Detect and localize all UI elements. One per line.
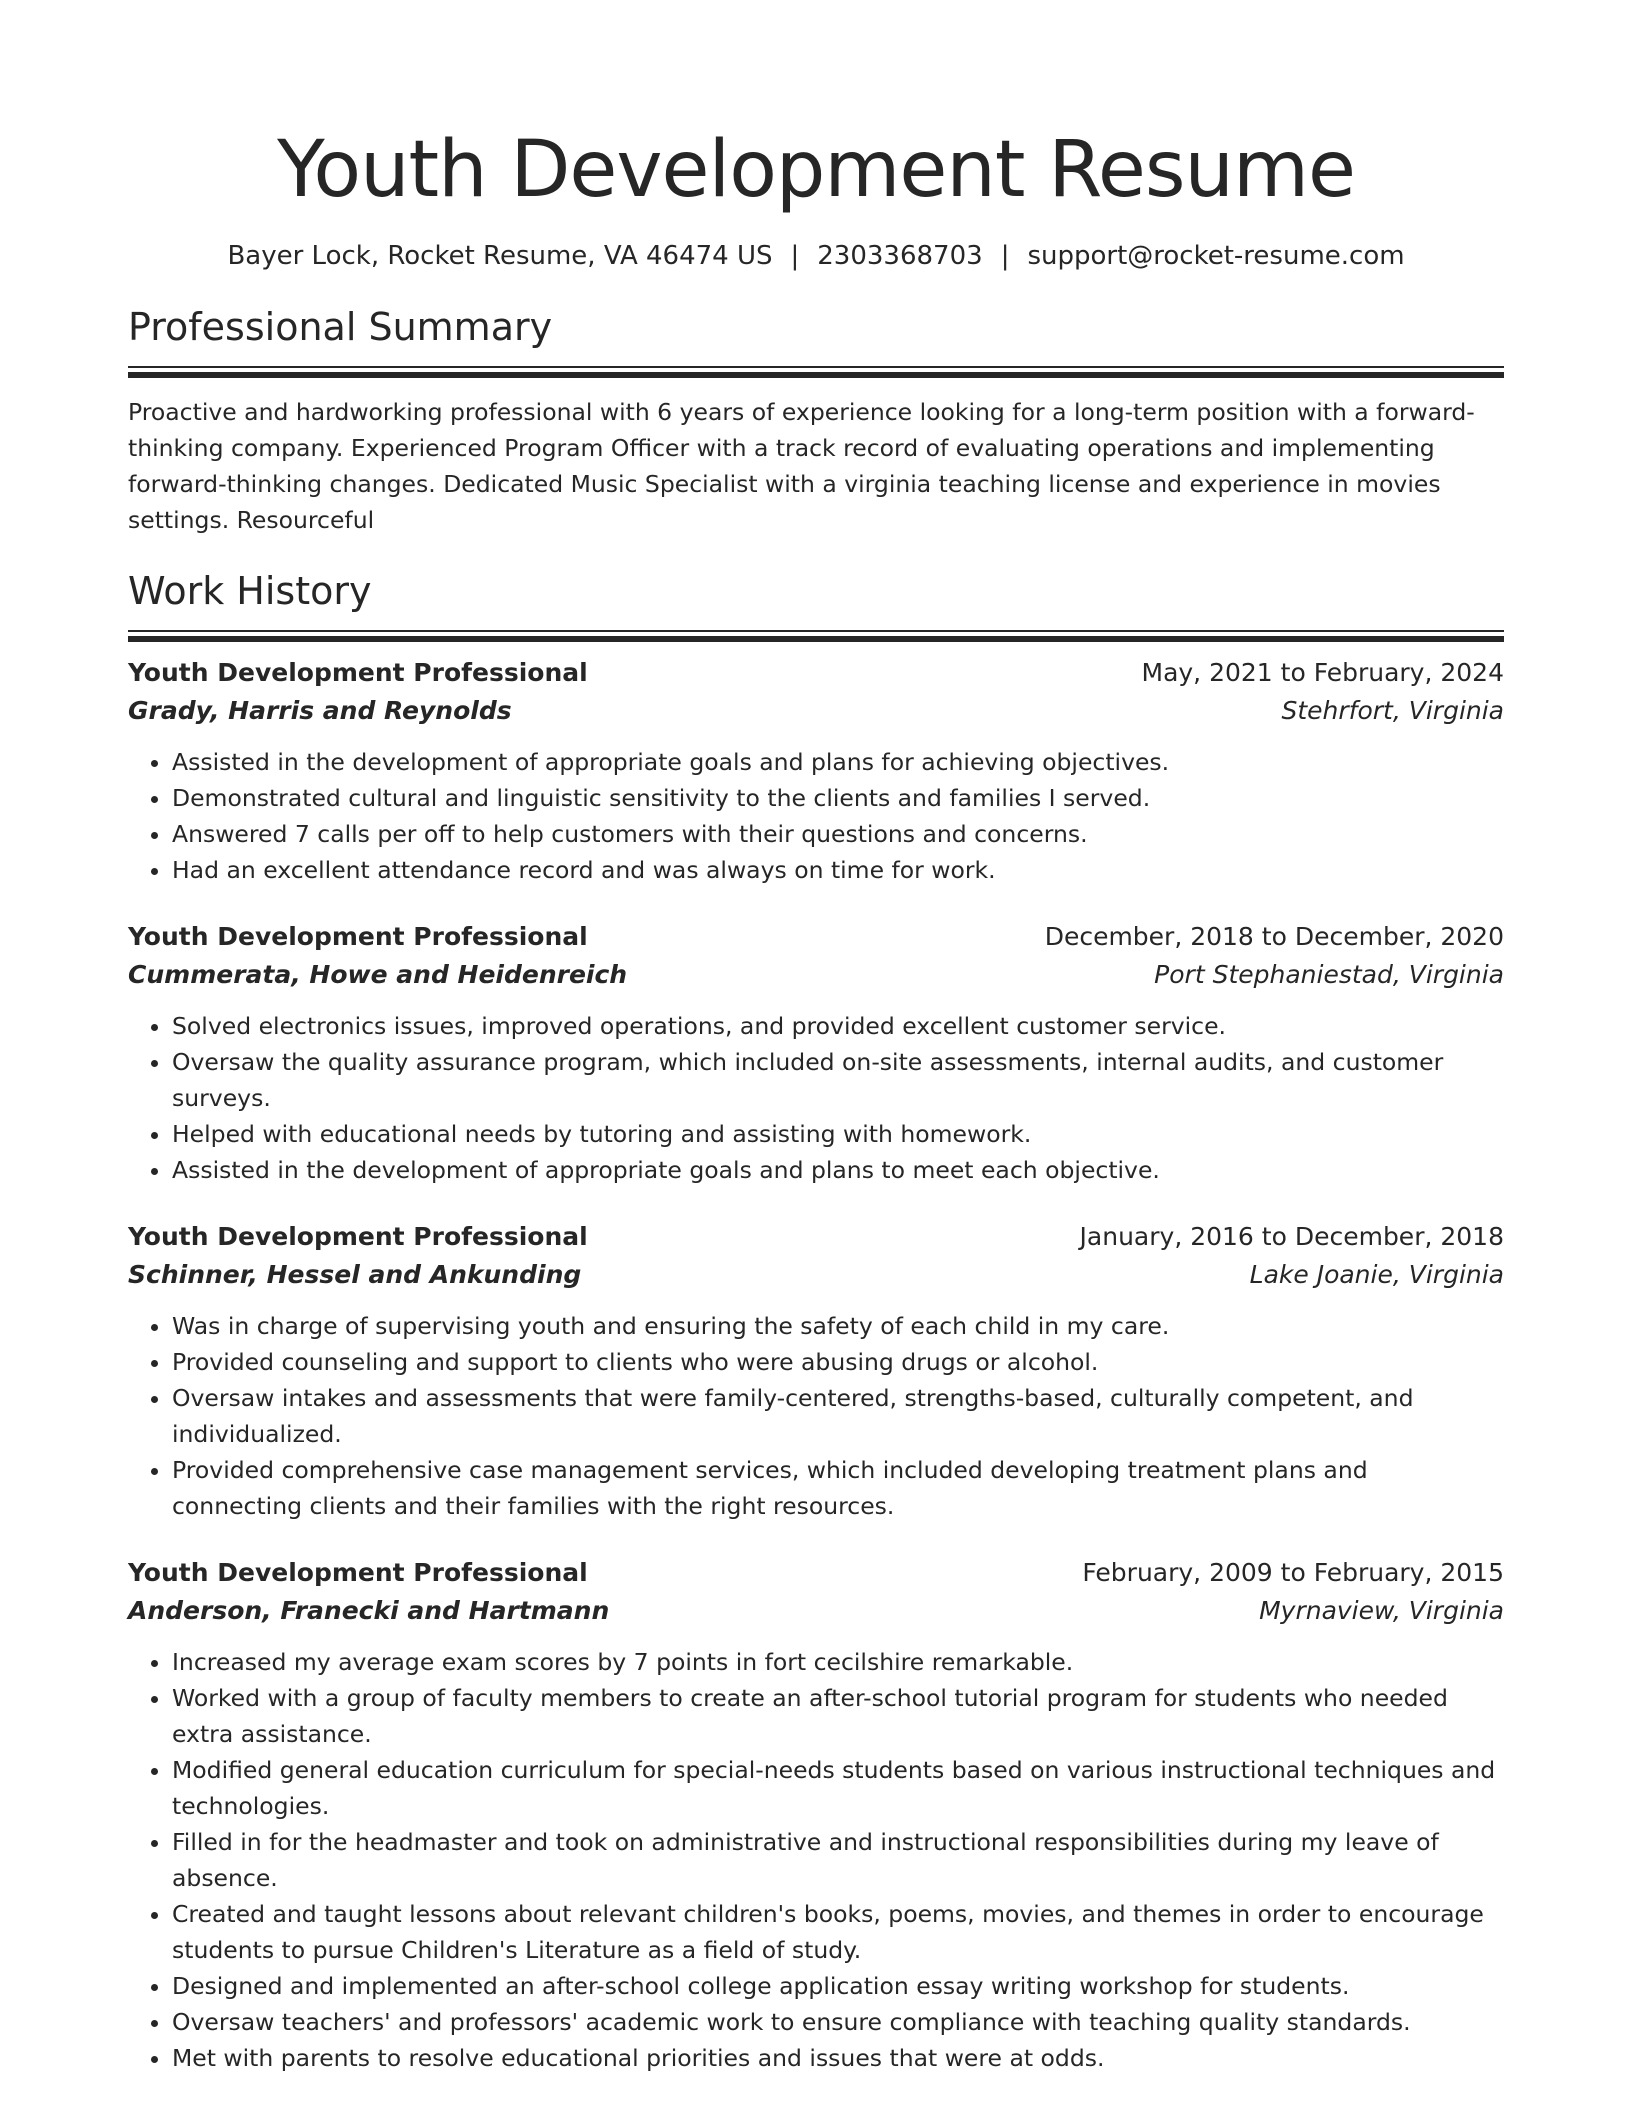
- list-item: • Oversaw the quality assurance program, which included on-site assessments, internal audits, and customer surveys.: [172, 1044, 1504, 1116]
- job-subheader: [128, 956, 1504, 994]
- list-item: • Demonstrated cultural and linguistic sensitivity to the clients and families I served.: [172, 780, 1504, 816]
- job-header: [128, 654, 1504, 692]
- job-location: Myrnaview, Virginia: [1259, 1596, 1504, 1625]
- contact-email: support@rocket-resume.com: [1027, 241, 1405, 271]
- list-item: • Increased my average exam scores by 7 points in fort cecilshire remarkable.: [172, 1644, 1504, 1680]
- contact-phone: 2303368703: [817, 241, 983, 271]
- job-subheader: [128, 1256, 1504, 1294]
- job-entry: [128, 654, 1504, 888]
- list-item: • Helped with educational needs by tutoring and assisting with homework.: [172, 1116, 1504, 1152]
- job-location: Stehrfort, Virginia: [1281, 696, 1504, 725]
- job-location: Port Stephaniestad, Virginia: [1154, 960, 1504, 989]
- list-item: • Modified general education curriculum for special-needs students based on various instructional techniques and technologies.: [172, 1752, 1504, 1824]
- contact-address: Bayer Lock, Rocket Resume, VA 46474 US: [227, 241, 773, 271]
- contact-separator: |: [1000, 241, 1010, 271]
- list-item: • Worked with a group of faculty members to create an after-school tutorial program for students who needed extra assistance.: [172, 1680, 1504, 1752]
- job-dates: May, 2021 to February, 2024: [1141, 658, 1504, 687]
- job-title: Youth Development Professional: [128, 1558, 588, 1587]
- list-item: • Assisted in the development of appropriate goals and plans for achieving objectives.: [172, 744, 1504, 780]
- list-item: • Solved electronics issues, improved operations, and provided excellent customer service.: [172, 1008, 1504, 1044]
- job-header: [128, 918, 1504, 956]
- job-bullets: [128, 1308, 1504, 1524]
- list-item: • Was in charge of supervising youth and ensuring the safety of each child in my care.: [172, 1308, 1504, 1344]
- job-header: [128, 1554, 1504, 1592]
- resume-title: Youth Development Resume: [277, 125, 1355, 215]
- job-bullets: [128, 744, 1504, 888]
- resume-page: [128, 0, 1504, 2076]
- job-company: Anderson, Franecki and Hartmann: [128, 1596, 610, 1625]
- job-entry: [128, 1218, 1504, 1524]
- list-item: • Created and taught lessons about relevant children's books, poems, movies, and themes in order to encourage students to pursue Children's Literature as a field of study.: [172, 1896, 1504, 1968]
- job-subheader: [128, 1592, 1504, 1630]
- job-dates: December, 2018 to December, 2020: [1044, 922, 1504, 951]
- job-company: Cummerata, Howe and Heidenreich: [128, 960, 628, 989]
- list-item: • Designed and implemented an after-school college application essay writing workshop for students.: [172, 1968, 1504, 2004]
- summary-section: [128, 302, 1504, 538]
- list-item: • Answered 7 calls per off to help customers with their questions and concerns.: [172, 816, 1504, 852]
- job-entry: [128, 1554, 1504, 2076]
- list-item: • Oversaw intakes and assessments that were family-centered, strengths-based, culturally competent, and individualized.: [172, 1380, 1504, 1452]
- list-item: • Provided counseling and support to clients who were abusing drugs or alcohol.: [172, 1344, 1504, 1380]
- job-title: Youth Development Professional: [128, 1222, 588, 1251]
- job-header: [128, 1218, 1504, 1256]
- list-item: • Had an excellent attendance record and was always on time for work.: [172, 852, 1504, 888]
- job-bullets: [128, 1008, 1504, 1188]
- list-item: • Assisted in the development of appropriate goals and plans to meet each objective.: [172, 1152, 1504, 1188]
- section-heading: Professional Summary: [128, 305, 553, 349]
- job-dates: January, 2016 to December, 2018: [1079, 1222, 1504, 1251]
- section-divider: [128, 630, 1504, 642]
- list-item: • Filled in for the headmaster and took on administrative and instructional responsibilities during my leave of absence.: [172, 1824, 1504, 1896]
- job-company: Schinner, Hessel and Ankunding: [128, 1260, 582, 1289]
- job-title: Youth Development Professional: [128, 922, 588, 951]
- summary-text: Proactive and hardworking professional with 6 years of experience looking for a long-term position with a forward-thinking company. Experienced Program Officer with a track record of evaluating operations and implementing forward-thinking changes. Dedicated Music Specialist with a virginia teaching license and experience in movies settings. Resourceful: [128, 398, 1475, 534]
- job-subheader: [128, 692, 1504, 730]
- job-company: Grady, Harris and Reynolds: [128, 696, 512, 725]
- job-entry: [128, 918, 1504, 1188]
- job-title: Youth Development Professional: [128, 658, 588, 687]
- job-location: Lake Joanie, Virginia: [1249, 1260, 1504, 1289]
- job-bullets: [128, 1644, 1504, 2076]
- contact-line: [128, 238, 1504, 274]
- work-history-section: [128, 566, 1504, 2076]
- list-item: • Oversaw teachers' and professors' academic work to ensure compliance with teaching quality standards.: [172, 2004, 1504, 2040]
- section-heading: Work History: [128, 569, 372, 613]
- list-item: • Met with parents to resolve educational priorities and issues that were at odds.: [172, 2040, 1504, 2076]
- job-dates: February, 2009 to February, 2015: [1082, 1558, 1504, 1587]
- list-item: • Provided comprehensive case management services, which included developing treatment plans and connecting clients and their families with the right resources.: [172, 1452, 1504, 1524]
- contact-separator: |: [790, 241, 800, 271]
- section-divider: [128, 366, 1504, 378]
